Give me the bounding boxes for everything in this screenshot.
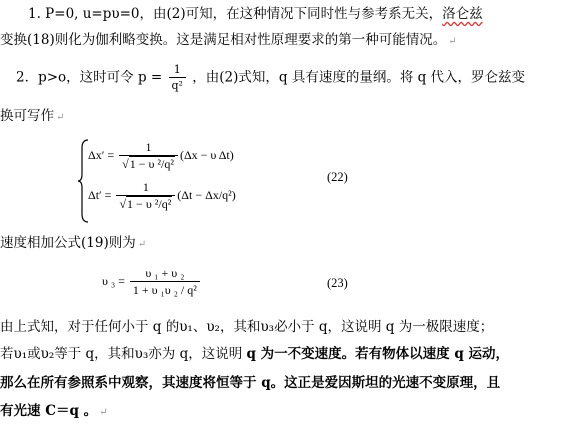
p-numerator: 1 (169, 62, 186, 78)
eq22-row2 (88, 180, 236, 212)
eq22-r2-lhs: Δt′ = (88, 187, 115, 202)
para2-line2 (0, 106, 64, 128)
eq23-body (102, 266, 202, 298)
paragraph-mark: ↵ (99, 407, 108, 418)
eq23-lhs: υ ₃ = (102, 273, 128, 288)
para3-line4 (0, 401, 107, 423)
eq22-r2-den: √1 − υ ²/q² (119, 197, 172, 211)
eq22-r1-rhs: (Δx − υ Δt) (179, 147, 234, 162)
paragraph-mark: ↵ (448, 36, 457, 47)
eq23-denominator: 1 + υ ₁υ ₂ / q² (132, 283, 197, 297)
p-fraction (169, 62, 186, 94)
para3-text-3: 那么在所有参照系中观察，其速度将恒等于 q。这正是爱因斯坦的光速不变原理，且 (0, 375, 501, 391)
spellcheck-word: 洛仑兹 (442, 6, 483, 22)
eq23-numerator: υ ₁ + υ ₂ (130, 266, 200, 282)
para1-line1 (28, 4, 483, 24)
para3-text-4: 有光速 C＝q 。 (0, 403, 98, 419)
eq22-r1-fraction (119, 140, 178, 172)
para2-text: 2．p>o，这时可令 (16, 69, 134, 86)
eq22-r2-fraction (116, 180, 175, 212)
eq22-r2-num: 1 (116, 180, 175, 196)
para1-text-2: 变换(18)则化为伽利略变换。这是满足相对性原理要求的第一种可能情况。 (0, 32, 447, 48)
para2-text-2: 换可写作 (0, 108, 54, 124)
para3-text-1: 由上式知，对于任何小于 q 的υ₁、υ₂，其和υ₃必小于 q，这说明 q 为一极限速度； (0, 319, 494, 335)
eq23-fraction (130, 266, 200, 298)
para2-text-post: ，由(2)式知，q 具有速度的量纲。将 q 代入，罗仑兹变 (192, 69, 526, 86)
eq22-r2-radicand: 1 − υ ²/q² (127, 197, 172, 211)
para2-line1 (16, 62, 525, 94)
eq22-r1-den: √1 − υ ²/q² (122, 157, 174, 171)
equation-number-22: (22) (327, 170, 348, 184)
eq22-r1-num: 1 (119, 140, 178, 156)
para3-line3 (0, 373, 500, 393)
para3-line1 (0, 317, 493, 337)
para1-line2 (0, 30, 457, 52)
eq22-r1-radicand: 1 − υ ²/q² (129, 157, 174, 171)
para3-line2 (0, 344, 509, 364)
eq22-r1-lhs: Δx′ = (88, 147, 118, 162)
eq22-row1 (88, 140, 234, 172)
equation-number-23: (23) (327, 276, 348, 290)
para3-text-2: 若υ₁或υ₂等于 q，其和υ₃亦为 q，这说明 (0, 346, 247, 362)
p-lhs: p = (137, 69, 167, 86)
paragraph-mark: ↵ (56, 112, 65, 123)
para3-text-2-bold: q 为一不变速度。若有物体以速度 q 运动， (246, 346, 509, 362)
p-denominator: q² (171, 79, 183, 92)
para1-text: 1. P=0, u=pυ=0，由(2)可知，在这种情况下同时性与参考系无关， (28, 6, 443, 22)
paragraph-mark: ↵ (137, 239, 147, 250)
eq22-r2-rhs: (Δt − Δx/q²) (177, 187, 236, 202)
velocity-line (0, 233, 146, 255)
velocity-text: 速度相加公式(19)则为 (0, 235, 136, 251)
